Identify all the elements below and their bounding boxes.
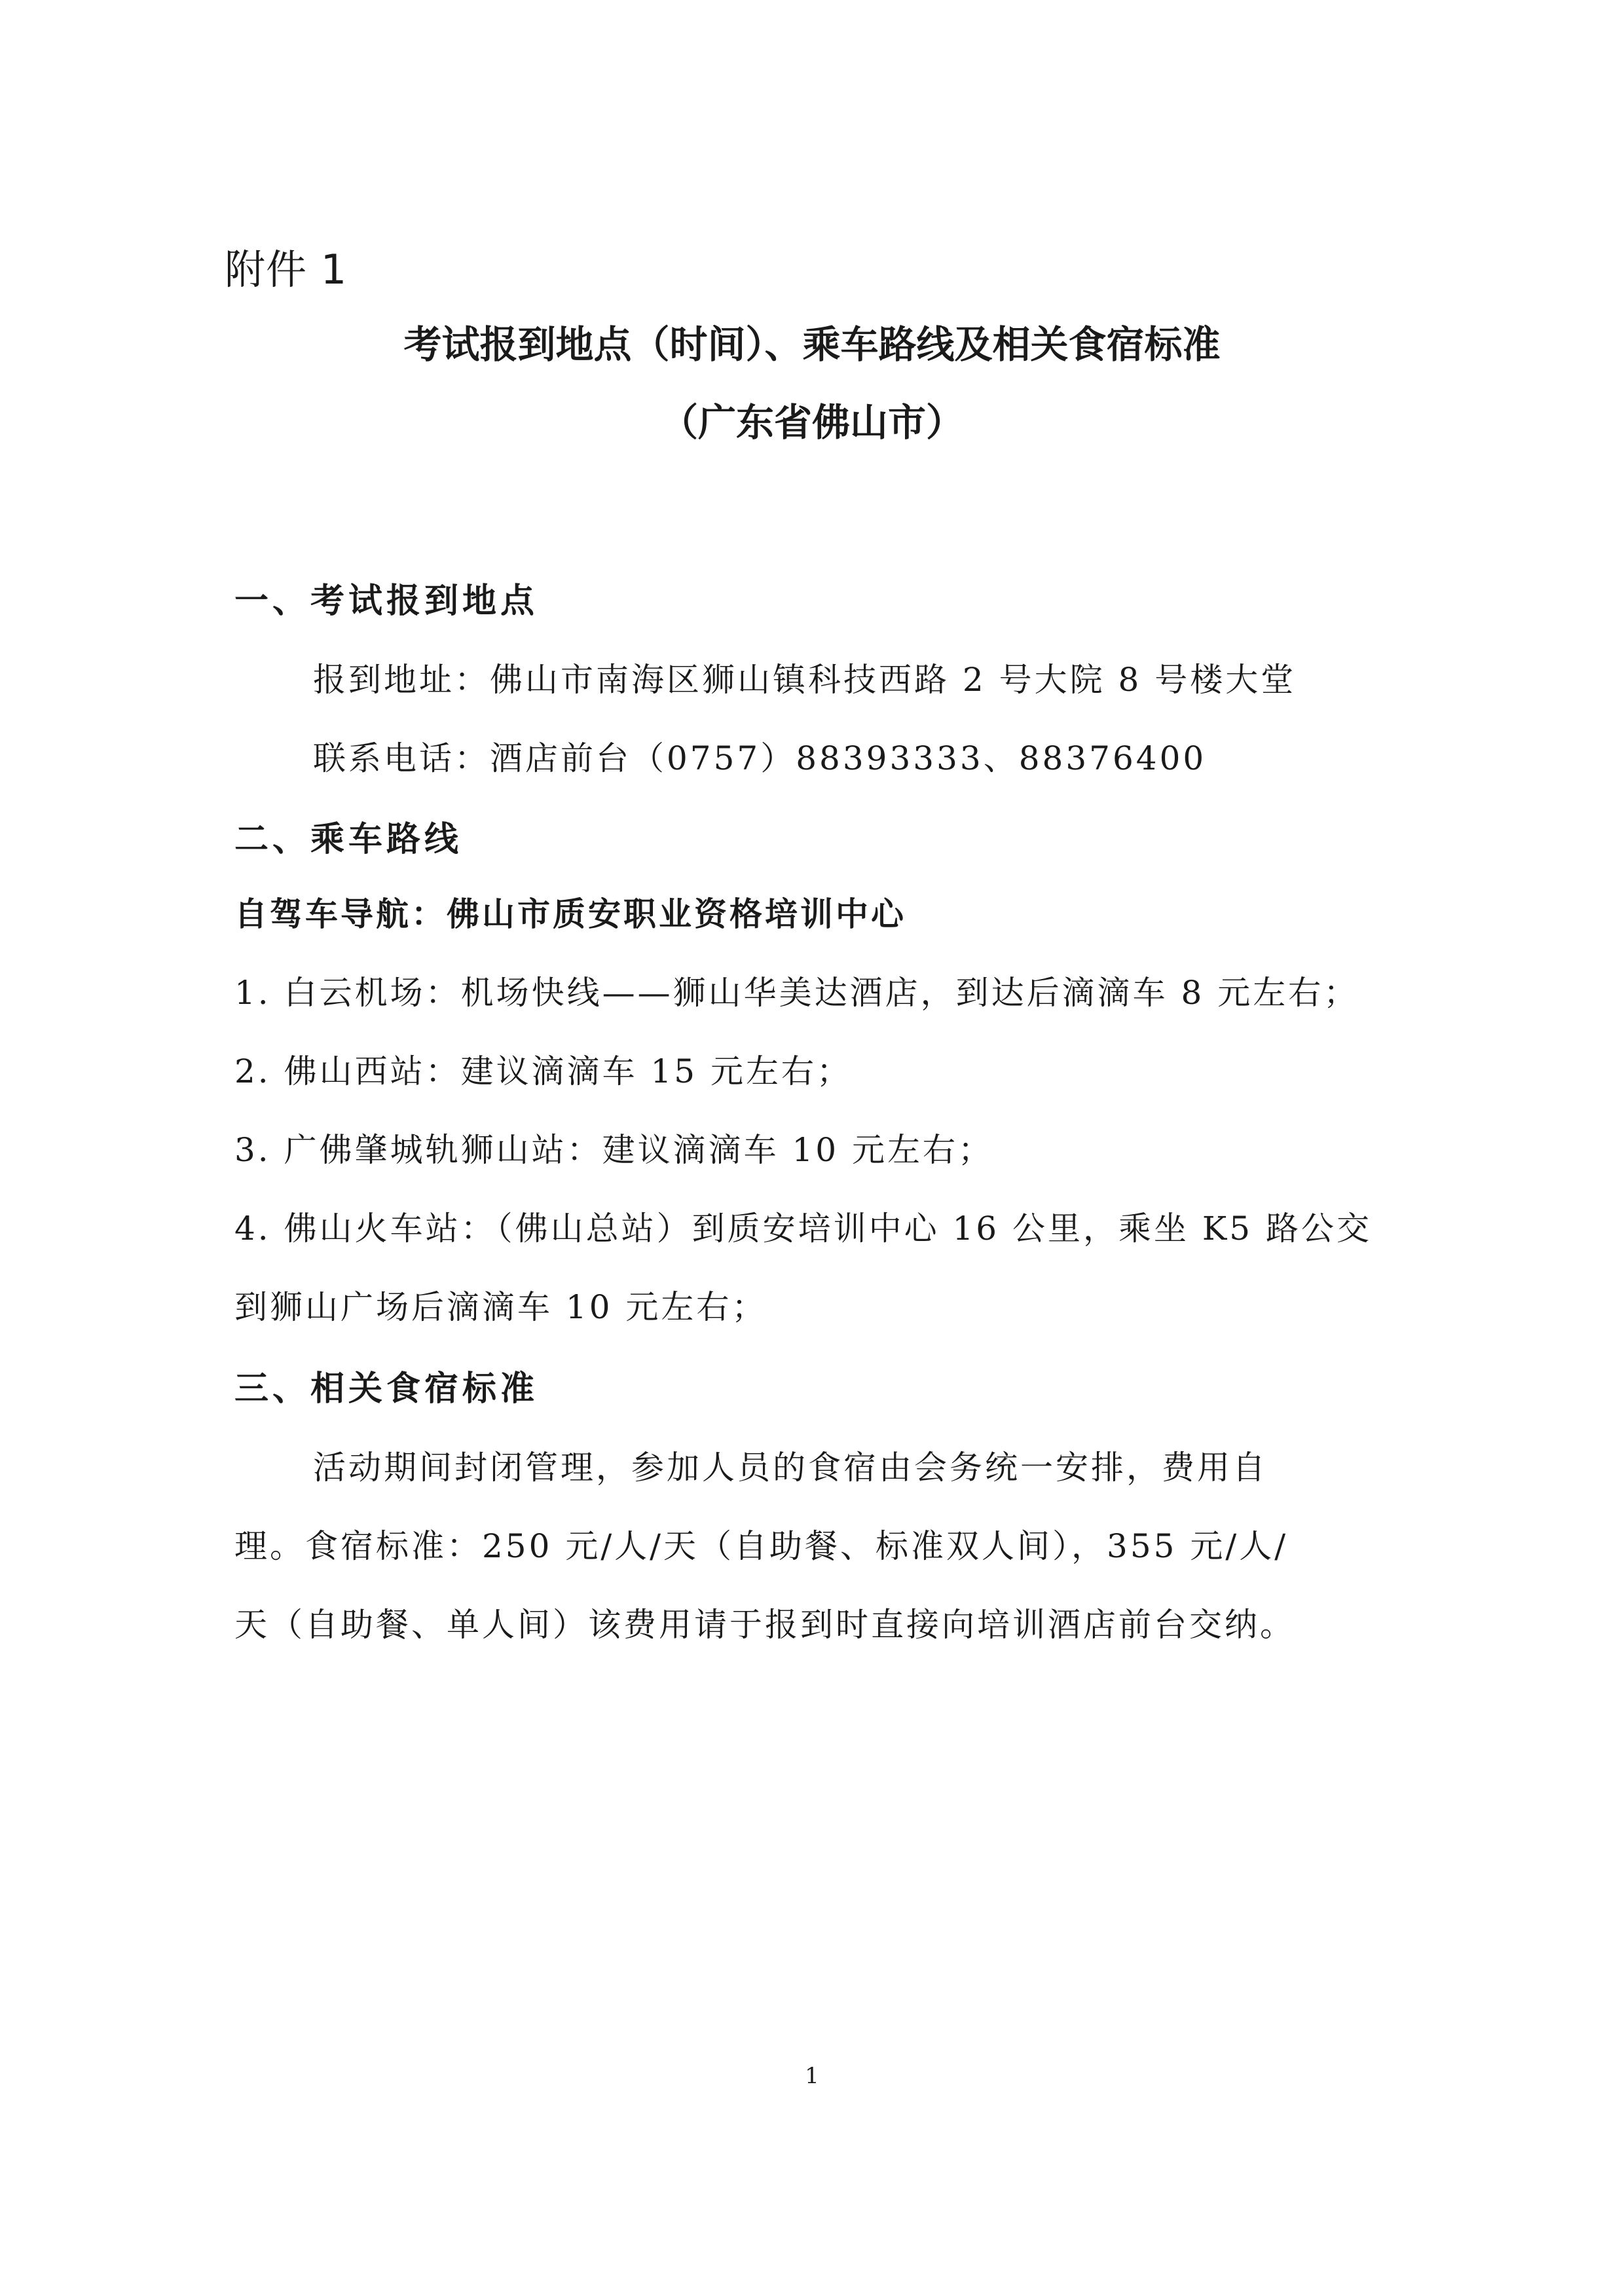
navigation-note: 自驾车导航：佛山市质安职业资格培训中心: [234, 895, 906, 933]
section-heading-registration: 一、考试报到地点: [234, 581, 539, 621]
route-item-continued: 到狮山广场后滴滴车 10 元左右；: [234, 1288, 767, 1326]
registration-address: 报到地址：佛山市南海区狮山镇科技西路 2 号大院 8 号楼大堂: [313, 661, 1297, 699]
document-title: 考试报到地点（时间）、乘车路线及相关食宿标准: [403, 322, 1221, 367]
contact-phone: 联系电话：酒店前台（0757）88393333、88376400: [313, 739, 1207, 777]
route-item: 1. 白云机场：机场快线——狮山华美达酒店，到达后滴滴车 8 元左右；: [234, 974, 1359, 1012]
accommodation-text: 活动期间封闭管理，参加人员的食宿由会务统一安排，费用自: [313, 1449, 1268, 1487]
accommodation-text: 理。食宿标准：250 元/人/天（自助餐、标准双人间），355 元/人/: [234, 1527, 1289, 1565]
document-subtitle: （广东省佛山市）: [659, 400, 964, 445]
route-item: 3. 广佛肇城轨狮山站：建议滴滴车 10 元左右；: [234, 1131, 994, 1169]
section-heading-accommodation: 三、相关食宿标准: [234, 1369, 539, 1409]
route-item: 4. 佛山火车站：（佛山总站）到质安培训中心 16 公里，乘坐 K5 路公交: [234, 1210, 1372, 1248]
attachment-label: 附件 1: [225, 246, 348, 293]
accommodation-text: 天（自助餐、单人间）该费用请于报到时直接向培训酒店前台交纳。: [234, 1606, 1295, 1644]
section-heading-routes: 二、乘车路线: [234, 819, 463, 859]
page-number: 1: [805, 2063, 819, 2089]
route-item: 2. 佛山西站：建议滴滴车 15 元左右；: [234, 1052, 853, 1090]
